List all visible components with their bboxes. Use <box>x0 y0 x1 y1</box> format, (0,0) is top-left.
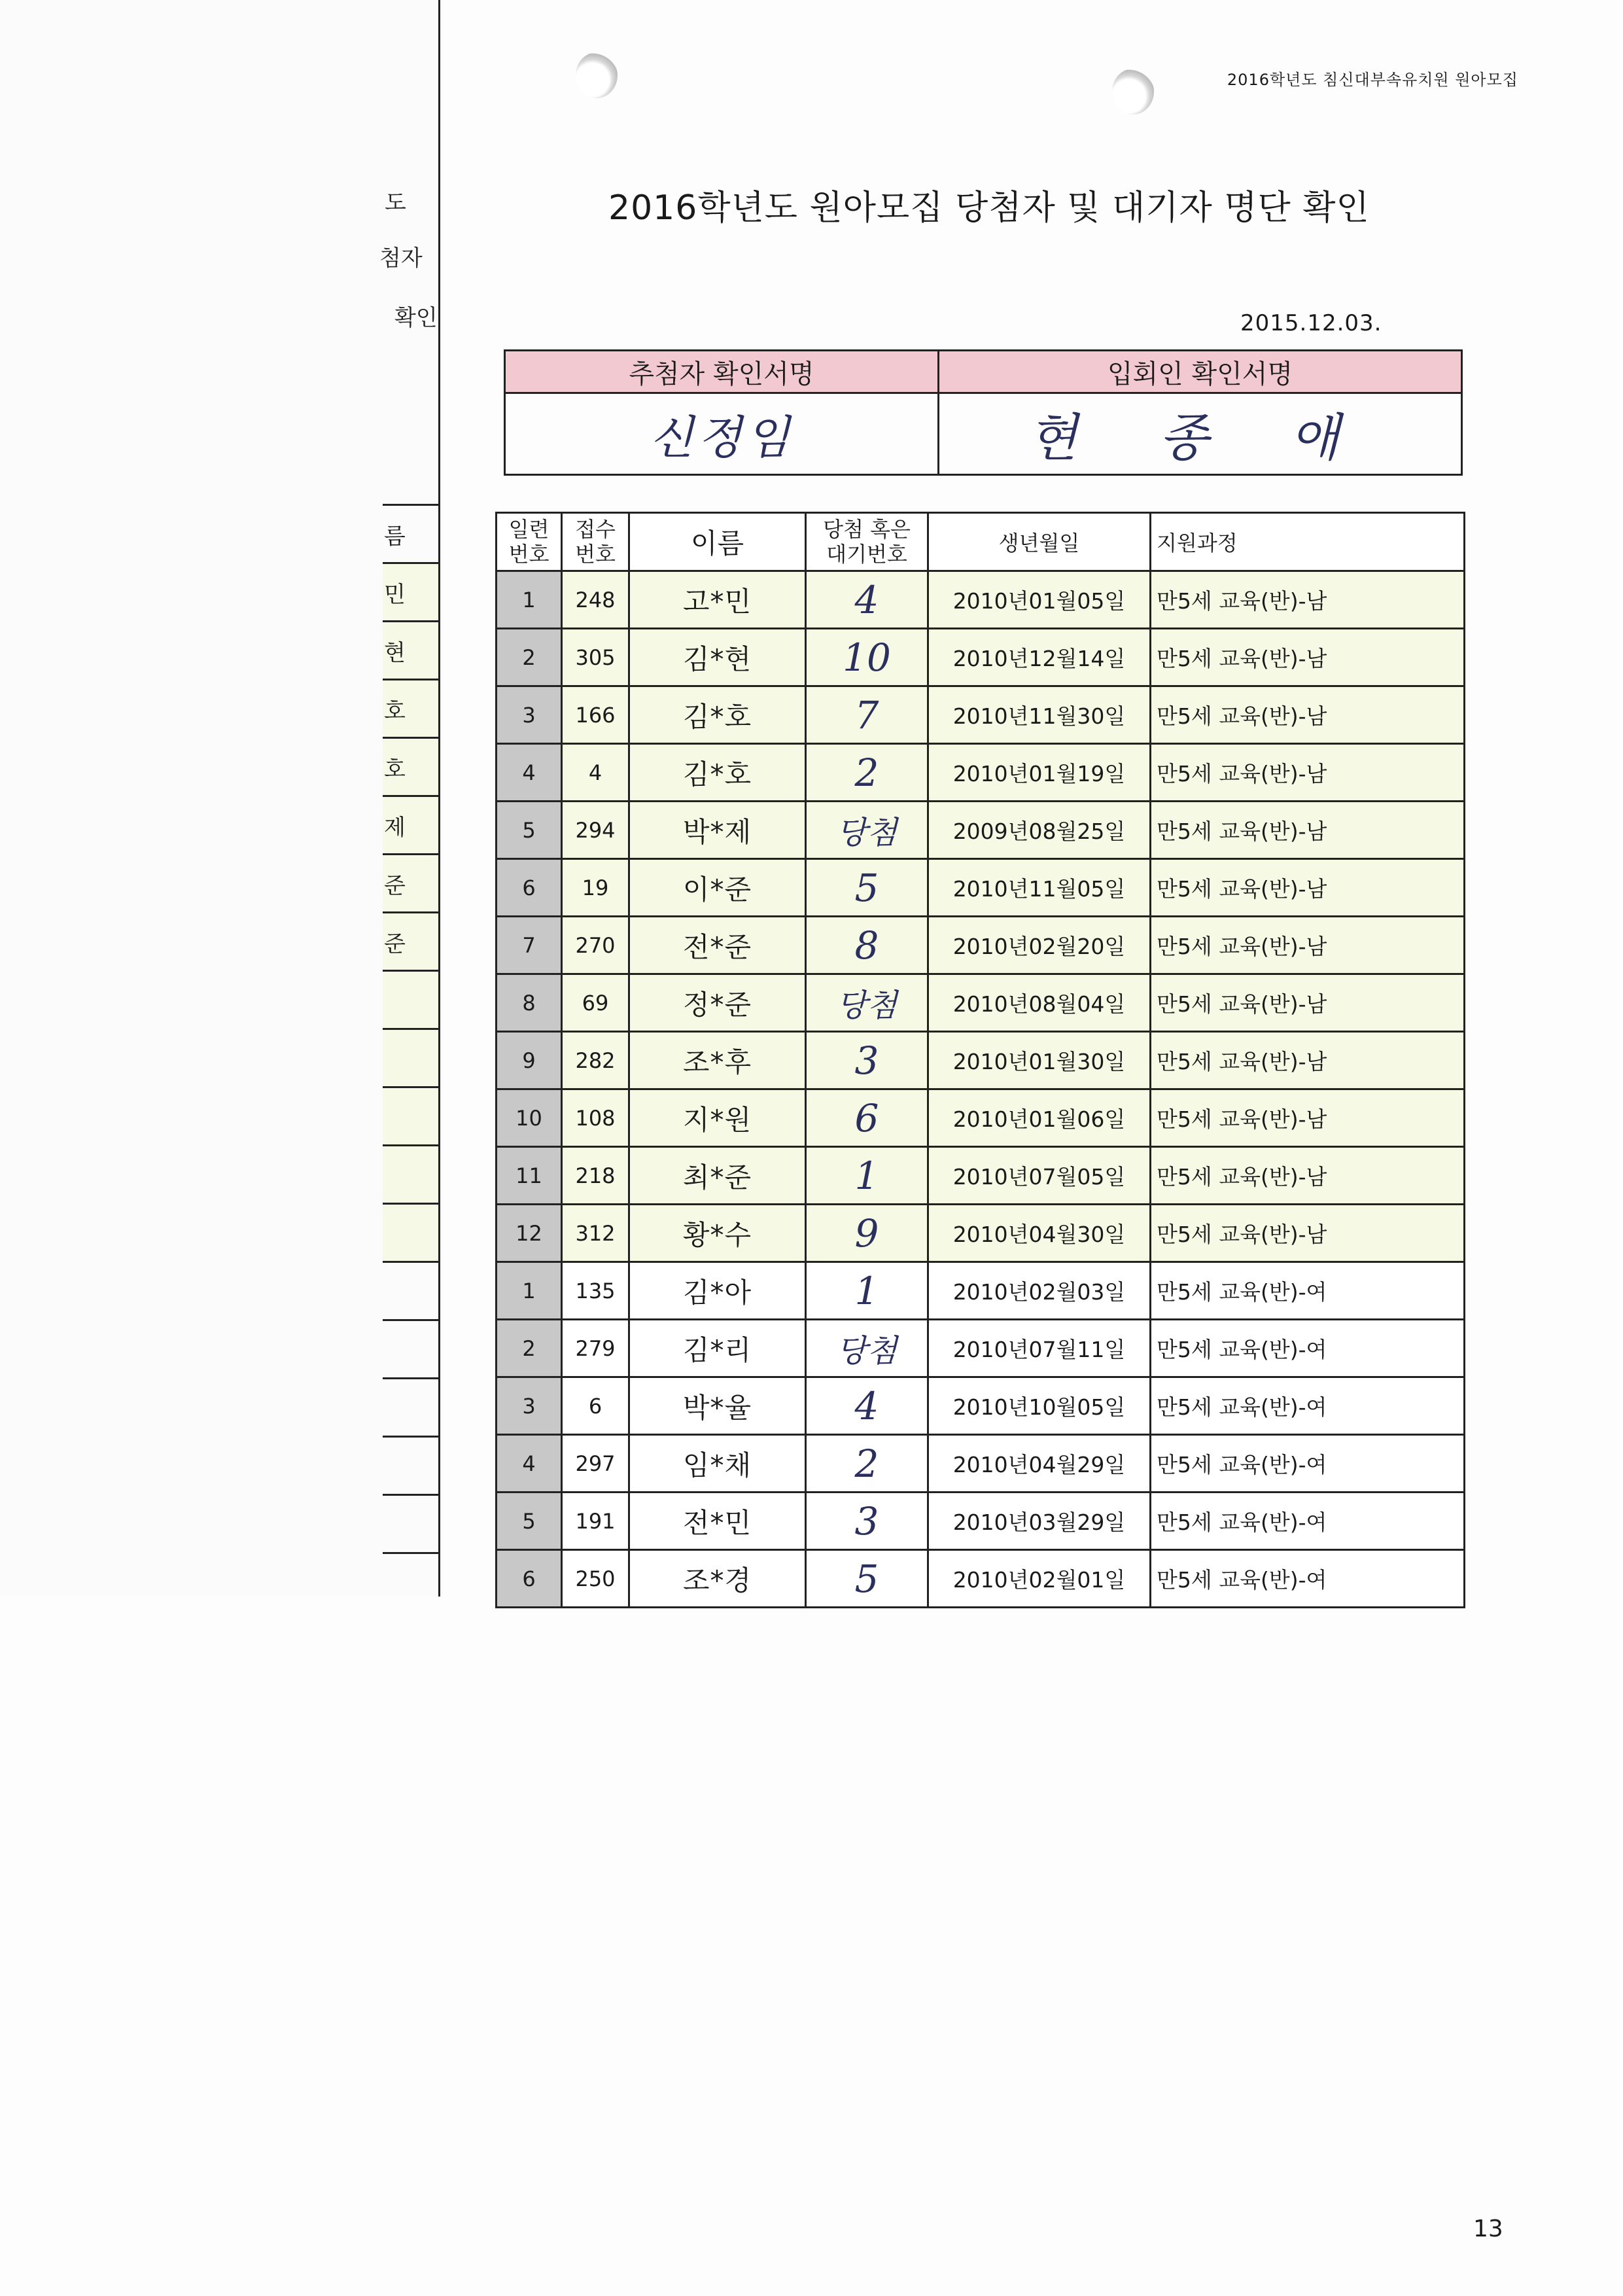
birth-cell: 2010년01월30일 <box>928 1032 1151 1089</box>
result-cell: 3 <box>806 1492 928 1550</box>
page-number: 13 <box>1473 2216 1503 2242</box>
seq-cell: 2 <box>497 629 562 686</box>
table-row <box>497 744 1465 802</box>
table-row <box>497 859 1465 917</box>
name-cell: 박*율 <box>629 1377 806 1435</box>
result-cell: 6 <box>806 1089 928 1147</box>
birth-cell: 2010년03월29일 <box>928 1492 1151 1550</box>
course-cell: 만5세 교육(반)-여 <box>1151 1435 1465 1492</box>
underlying-row <box>383 1261 438 1319</box>
table-row <box>497 1147 1465 1205</box>
course-cell: 만5세 교육(반)-남 <box>1151 859 1465 917</box>
table-row <box>497 1320 1465 1377</box>
underlying-fragment: 첨자 <box>379 245 423 272</box>
table-body <box>497 571 1465 1608</box>
receipt-cell: 282 <box>562 1032 629 1089</box>
receipt-cell: 305 <box>562 629 629 686</box>
applicant-table <box>495 512 1465 1608</box>
underlying-row <box>383 1494 438 1552</box>
course-cell: 만5세 교육(반)-남 <box>1151 686 1465 744</box>
underlying-page <box>0 0 440 1597</box>
table-row <box>497 802 1465 859</box>
name-cell: 김*호 <box>629 686 806 744</box>
header-seq: 일련 번호 <box>497 513 562 571</box>
birth-cell: 2010년11월05일 <box>928 859 1151 917</box>
seq-cell: 6 <box>497 859 562 917</box>
name-cell: 임*채 <box>629 1435 806 1492</box>
seq-cell: 3 <box>497 686 562 744</box>
seq-cell: 9 <box>497 1032 562 1089</box>
signature-table <box>504 349 1463 476</box>
underlying-row: 준 <box>383 911 438 970</box>
course-cell: 만5세 교육(반)-여 <box>1151 1262 1465 1320</box>
birth-cell: 2010년04월30일 <box>928 1205 1151 1262</box>
seq-cell: 7 <box>497 917 562 974</box>
receipt-cell: 6 <box>562 1377 629 1435</box>
result-cell: 9 <box>806 1205 928 1262</box>
table-row <box>497 629 1465 686</box>
result-cell: 1 <box>806 1262 928 1320</box>
birth-cell: 2010년07월11일 <box>928 1320 1151 1377</box>
result-cell: 당첨 <box>806 974 928 1032</box>
underlying-row: 준 <box>383 853 438 911</box>
birth-cell: 2010년12월14일 <box>928 629 1151 686</box>
receipt-cell: 166 <box>562 686 629 744</box>
underlying-row: 민 <box>383 562 438 620</box>
course-cell: 만5세 교육(반)-여 <box>1151 1377 1465 1435</box>
name-cell: 김*리 <box>629 1320 806 1377</box>
header-birth: 생년월일 <box>928 513 1151 571</box>
table-row <box>497 1205 1465 1262</box>
underlying-row <box>383 1319 438 1377</box>
name-cell: 전*준 <box>629 917 806 974</box>
course-cell: 만5세 교육(반)-남 <box>1151 917 1465 974</box>
name-cell: 김*아 <box>629 1262 806 1320</box>
course-cell: 만5세 교육(반)-남 <box>1151 974 1465 1032</box>
name-cell: 최*준 <box>629 1147 806 1205</box>
underlying-row <box>383 1028 438 1086</box>
course-cell: 만5세 교육(반)-여 <box>1151 1320 1465 1377</box>
course-cell: 만5세 교육(반)-남 <box>1151 802 1465 859</box>
name-cell: 전*민 <box>629 1492 806 1550</box>
header-result: 당첨 혹은 대기번호 <box>806 513 928 571</box>
table-row <box>497 1377 1465 1435</box>
receipt-cell: 218 <box>562 1147 629 1205</box>
seq-cell: 1 <box>497 1262 562 1320</box>
birth-cell: 2010년02월03일 <box>928 1262 1151 1320</box>
seq-cell: 3 <box>497 1377 562 1435</box>
result-cell: 당첨 <box>806 802 928 859</box>
page-title: 2016학년도 원아모집 당첨자 및 대기자 명단 확인 <box>608 188 1370 228</box>
underlying-fragment: 도 <box>385 190 406 216</box>
document-date: 2015.12.03. <box>1240 310 1382 336</box>
course-cell: 만5세 교육(반)-남 <box>1151 1089 1465 1147</box>
running-header: 2016학년도 침신대부속유치원 원아모집 <box>1227 71 1518 89</box>
result-cell: 2 <box>806 744 928 802</box>
punch-hole <box>1112 69 1154 115</box>
header-receipt: 접수 번호 <box>562 513 629 571</box>
underlying-rows <box>383 504 438 1610</box>
course-cell: 만5세 교육(반)-남 <box>1151 1147 1465 1205</box>
result-cell: 4 <box>806 1377 928 1435</box>
course-cell: 만5세 교육(반)-남 <box>1151 1205 1465 1262</box>
course-cell: 만5세 교육(반)-남 <box>1151 571 1465 629</box>
underlying-row: 호 <box>383 737 438 795</box>
seq-cell: 4 <box>497 744 562 802</box>
course-cell: 만5세 교육(반)-남 <box>1151 629 1465 686</box>
handwritten-signature: 신정임 <box>649 410 794 465</box>
result-cell: 2 <box>806 1435 928 1492</box>
birth-cell: 2010년01월06일 <box>928 1089 1151 1147</box>
course-cell: 만5세 교육(반)-남 <box>1151 744 1465 802</box>
course-cell: 만5세 교육(반)-여 <box>1151 1550 1465 1608</box>
birth-cell: 2010년02월01일 <box>928 1550 1151 1608</box>
course-cell: 만5세 교육(반)-남 <box>1151 1032 1465 1089</box>
name-cell: 김*현 <box>629 629 806 686</box>
result-cell: 7 <box>806 686 928 744</box>
seq-cell: 1 <box>497 571 562 629</box>
underlying-row <box>383 1086 438 1144</box>
underlying-row <box>383 1436 438 1494</box>
course-cell: 만5세 교육(반)-여 <box>1151 1492 1465 1550</box>
birth-cell: 2010년01월05일 <box>928 571 1151 629</box>
result-cell: 3 <box>806 1032 928 1089</box>
table-header-row <box>497 513 1465 571</box>
result-cell: 당첨 <box>806 1320 928 1377</box>
birth-cell: 2010년08월04일 <box>928 974 1151 1032</box>
table-row <box>497 974 1465 1032</box>
underlying-row <box>383 1203 438 1261</box>
result-cell: 5 <box>806 1550 928 1608</box>
seq-cell: 8 <box>497 974 562 1032</box>
birth-cell: 2010년01월19일 <box>928 744 1151 802</box>
handwritten-signature: 현 종 애 <box>1028 409 1372 468</box>
receipt-cell: 19 <box>562 859 629 917</box>
underlying-fragment: 확인 <box>394 305 438 331</box>
seq-cell: 4 <box>497 1435 562 1492</box>
underlying-row <box>383 970 438 1028</box>
table-row <box>497 571 1465 629</box>
drawer-signature <box>505 393 939 475</box>
result-cell: 8 <box>806 917 928 974</box>
receipt-cell: 294 <box>562 802 629 859</box>
birth-cell: 2010년04월29일 <box>928 1435 1151 1492</box>
receipt-cell: 191 <box>562 1492 629 1550</box>
birth-cell: 2010년02월20일 <box>928 917 1151 974</box>
receipt-cell: 312 <box>562 1205 629 1262</box>
header-name: 이름 <box>629 513 806 571</box>
name-cell: 고*민 <box>629 571 806 629</box>
result-cell: 4 <box>806 571 928 629</box>
result-cell: 1 <box>806 1147 928 1205</box>
underlying-row <box>383 1377 438 1436</box>
drawer-sign-header: 추첨자 확인서명 <box>505 351 939 393</box>
underlying-row: 현 <box>383 620 438 679</box>
name-cell: 이*준 <box>629 859 806 917</box>
underlying-row: 호 <box>383 679 438 737</box>
witness-signature <box>939 393 1462 475</box>
table-row <box>497 1492 1465 1550</box>
table-row <box>497 686 1465 744</box>
receipt-cell: 297 <box>562 1435 629 1492</box>
receipt-cell: 4 <box>562 744 629 802</box>
result-cell: 10 <box>806 629 928 686</box>
seq-cell: 6 <box>497 1550 562 1608</box>
seq-cell: 11 <box>497 1147 562 1205</box>
birth-cell: 2010년11월30일 <box>928 686 1151 744</box>
birth-cell: 2010년10월05일 <box>928 1377 1151 1435</box>
receipt-cell: 279 <box>562 1320 629 1377</box>
table-row <box>497 1089 1465 1147</box>
table-row <box>497 1262 1465 1320</box>
name-cell: 조*후 <box>629 1032 806 1089</box>
receipt-cell: 250 <box>562 1550 629 1608</box>
underlying-row: 제 <box>383 795 438 853</box>
seq-cell: 5 <box>497 802 562 859</box>
name-cell: 정*준 <box>629 974 806 1032</box>
underlying-row <box>383 1552 438 1610</box>
underlying-row: 름 <box>383 504 438 562</box>
seq-cell: 2 <box>497 1320 562 1377</box>
seq-cell: 5 <box>497 1492 562 1550</box>
header-course: 지원과정 <box>1151 513 1465 571</box>
table-row <box>497 1550 1465 1608</box>
punch-hole <box>576 52 618 98</box>
receipt-cell: 108 <box>562 1089 629 1147</box>
receipt-cell: 248 <box>562 571 629 629</box>
underlying-row <box>383 1144 438 1203</box>
table-row <box>497 1032 1465 1089</box>
name-cell: 김*호 <box>629 744 806 802</box>
receipt-cell: 270 <box>562 917 629 974</box>
name-cell: 박*제 <box>629 802 806 859</box>
table-row <box>497 917 1465 974</box>
birth-cell: 2009년08월25일 <box>928 802 1151 859</box>
receipt-cell: 69 <box>562 974 629 1032</box>
name-cell: 황*수 <box>629 1205 806 1262</box>
name-cell: 지*원 <box>629 1089 806 1147</box>
receipt-cell: 135 <box>562 1262 629 1320</box>
birth-cell: 2010년07월05일 <box>928 1147 1151 1205</box>
name-cell: 조*경 <box>629 1550 806 1608</box>
result-cell: 5 <box>806 859 928 917</box>
witness-sign-header: 입회인 확인서명 <box>939 351 1462 393</box>
table-row <box>497 1435 1465 1492</box>
seq-cell: 12 <box>497 1205 562 1262</box>
seq-cell: 10 <box>497 1089 562 1147</box>
